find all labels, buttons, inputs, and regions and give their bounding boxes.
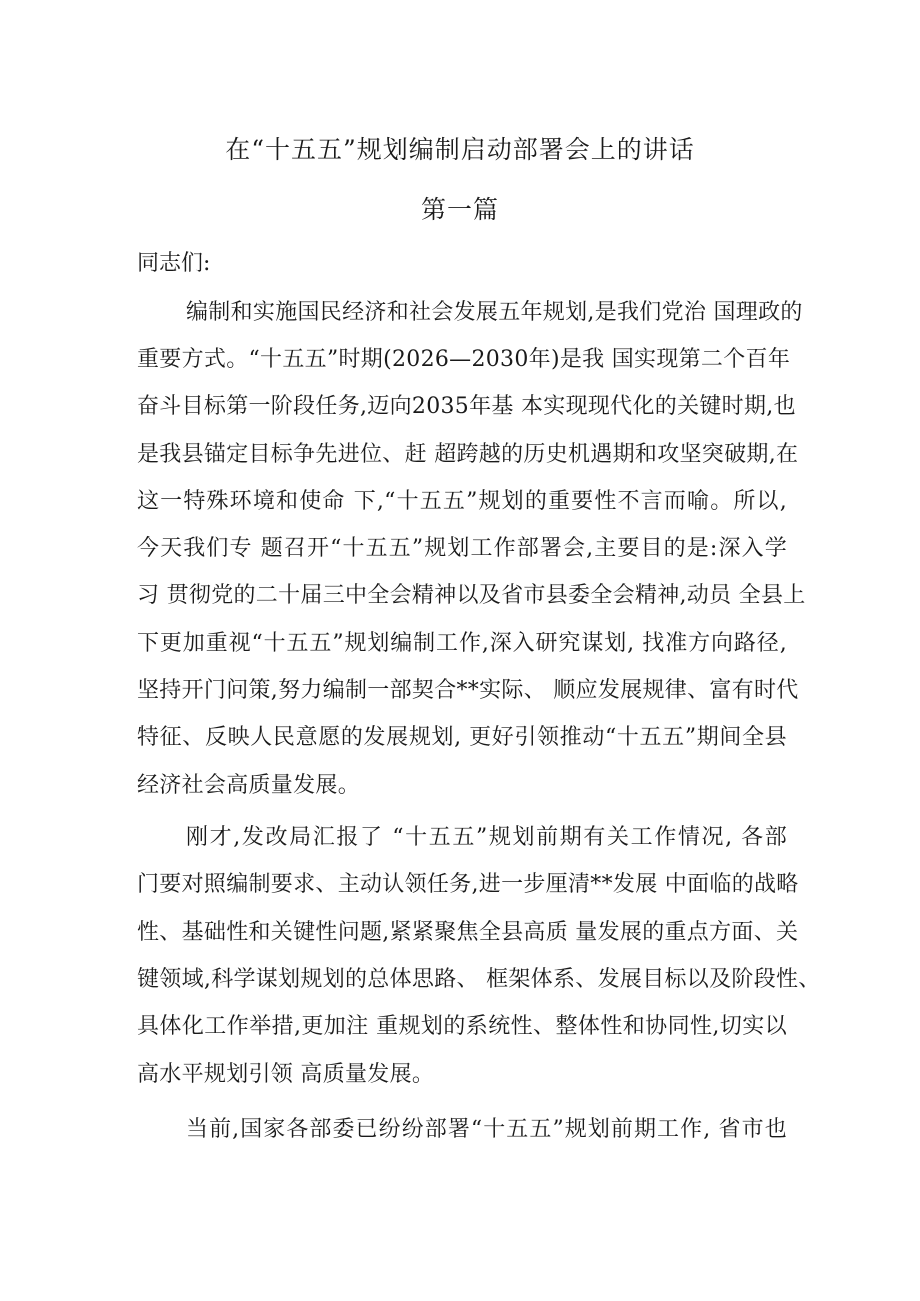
paragraph-line: 编制和实施国民经济和社会发展五年规划,是我们党治 国理政的 [186,300,803,325]
paragraph-line: 特征、反映人民意愿的发展规划, 更好引领推动“十五五”期间全县 [137,725,787,750]
paragraph-line: 重要方式。“十五五”时期(2026—2030年)是我 国实现第二个百年 [137,347,791,372]
paragraph-line: 具体化工作举措,更加注 重规划的系统性、整体性和协同性,切实以 [137,1014,787,1039]
paragraph-line: 高水平规划引领 高质量发展。 [137,1062,435,1087]
paragraph-line: 门要对照编制要求、主动认领任务,进一步厘清**发展 中面临的战略 [137,872,799,897]
paragraph-line: 这一特殊环境和使命 下,“十五五”规划的重要性不言而喻。所以, [137,489,787,514]
paragraph-line: 经济社会高质量发展。 [137,773,361,798]
document-title: 在“十五五”规划编制启动部署会上的讲话 [225,135,695,164]
paragraph-line: 下更加重视“十五五”规划编制工作,深入研究谋划, 找准方向路径, [137,631,787,656]
paragraph-line: 坚持开门问策,努力编制一部契合**实际、 顺应发展规律、富有时代 [137,678,799,703]
paragraph-line: 键领域,科学谋划规划的总体思路、 框架体系、发展目标以及阶段性、 [137,967,821,992]
paragraph-line: 刚才,发改局汇报了 “十五五”规划前期有关工作情况, 各部 [186,825,787,850]
paragraph-line: 奋斗目标第一阶段任务,迈向2035年基 本实现现代化的关键时期,也 [137,394,796,419]
paragraph-line: 性、基础性和关键性问题,紧紧聚焦全县高质 量发展的重点方面、关 [137,920,799,945]
salutation: 同志们: [137,251,211,276]
document-subtitle: 第一篇 [420,195,499,224]
paragraph-line: 今天我们专 题召开“十五五”规划工作部署会,主要目的是:深入学 [137,536,787,561]
paragraph-line: 习 贯彻党的二十届三中全会精神以及省市县委全会精神,动员 全县上 [137,583,806,608]
paragraph-line: 当前,国家各部委已纷纷部署“十五五”规划前期工作, 省市也 [186,1117,787,1142]
paragraph-line: 是我县锚定目标争先进位、赶 超跨越的历史机遇期和攻坚突破期,在 [137,442,799,467]
